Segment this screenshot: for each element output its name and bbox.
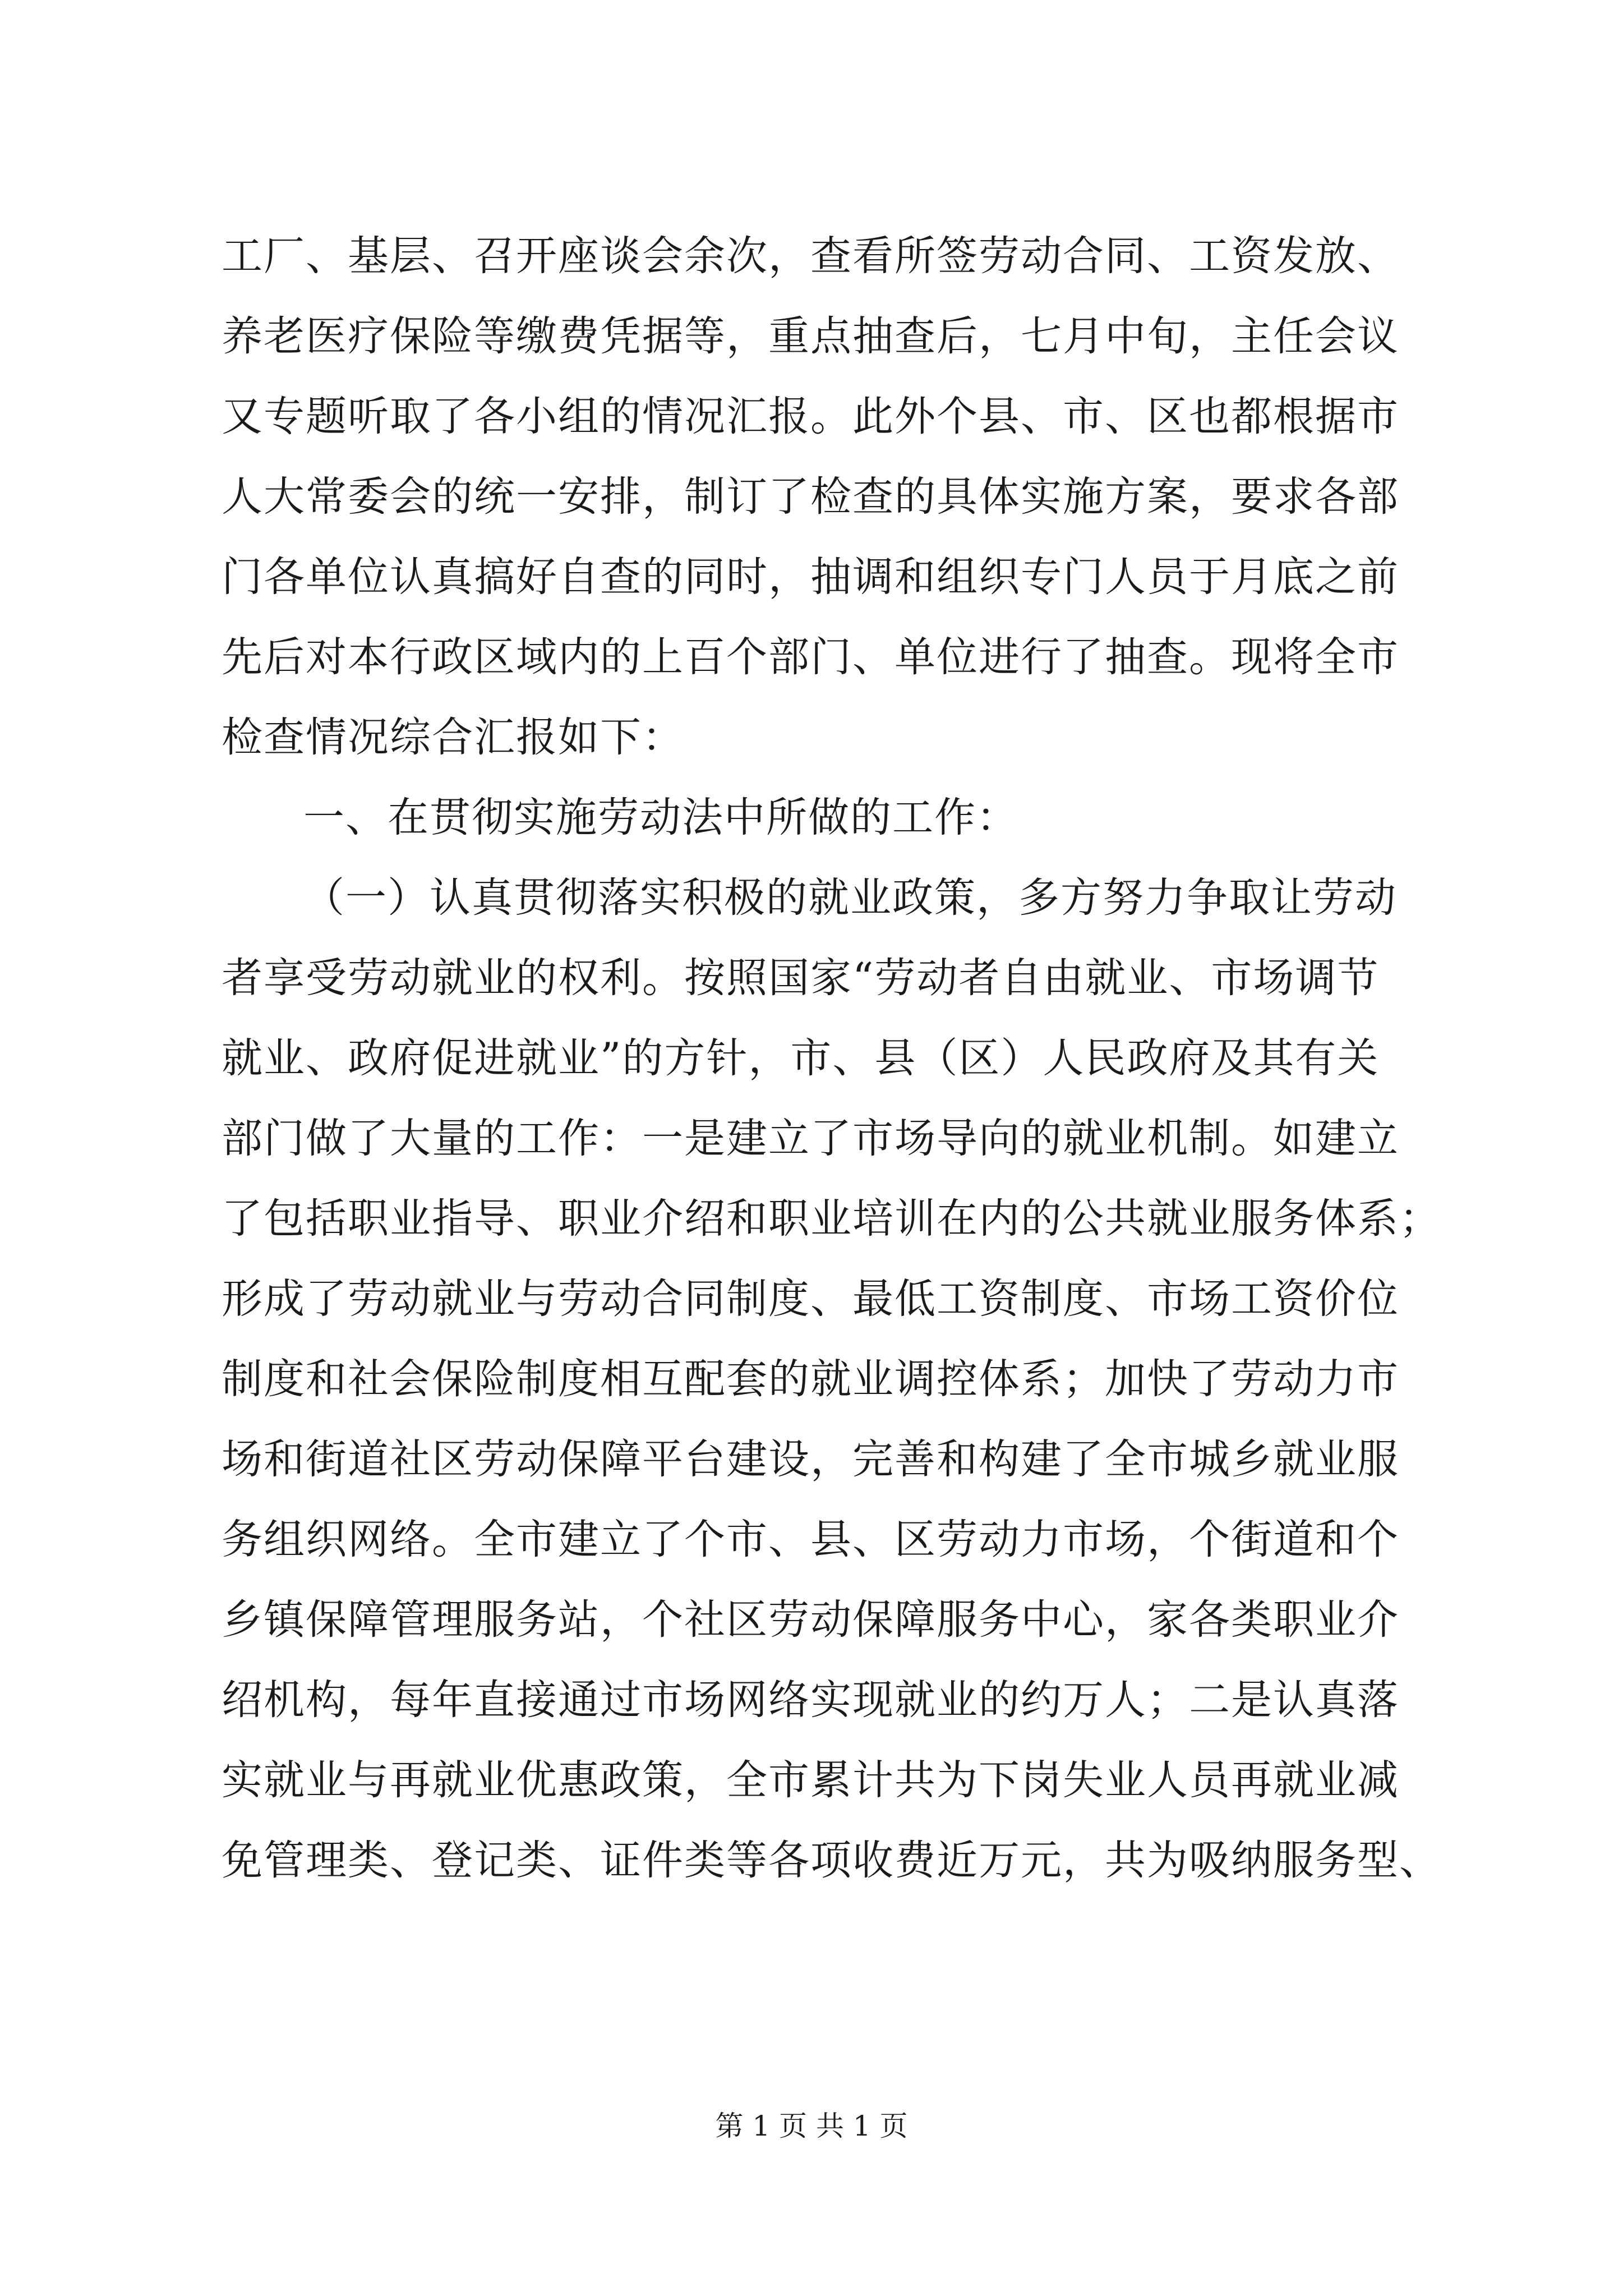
text-line-11: 就业、政府促进就业”的方针，市、县（区）人民政府及其有关: [222, 1034, 1380, 1082]
section-heading-1: 一、在贯彻实施劳动法中所做的工作：: [303, 794, 1018, 841]
text-line-18: 乡镇保障管理服务站，个社区劳动保障服务中心，家各类职业介: [222, 1596, 1399, 1644]
text-line-14: 形成了劳动就业与劳动合同制度、最低工资制度、市场工资价位: [222, 1275, 1399, 1323]
text-line-6: 先后对本行政区域内的上百个部门、单位进行了抽查。现将全市: [222, 633, 1399, 681]
text-line-10: 者享受劳动就业的权利。按照国家“劳动者自由就业、市场调节: [222, 954, 1380, 1002]
page-footer: 第 1 页 共 1 页: [715, 2110, 908, 2142]
text-line-19: 绍机构，每年直接通过市场网络实现就业的约万人；二是认真落: [222, 1676, 1399, 1724]
text-line-21: 免管理类、登记类、证件类等各项收费近万元，共为吸纳服务型、: [222, 1837, 1441, 1884]
text-line-3: 又专题听取了各小组的情况汇报。此外个县、市、区也都根据市: [222, 393, 1399, 440]
text-line-17: 务组织网络。全市建立了个市、县、区劳动力市场，个街道和个: [222, 1516, 1399, 1563]
text-line-1: 工厂、基层、召开座谈会余次，查看所签劳动合同、工资发放、: [222, 232, 1399, 280]
text-line-7: 检查情况综合汇报如下：: [222, 714, 684, 761]
text-line-13: 了包括职业指导、职业介绍和职业培训在内的公共就业服务体系；: [222, 1195, 1441, 1243]
text-line-4: 人大常委会的统一安排，制订了检查的具体实施方案，要求各部: [222, 473, 1399, 521]
text-line-12: 部门做了大量的工作：一是建立了市场导向的就业机制。如建立: [222, 1115, 1399, 1162]
text-line-20: 实就业与再就业优惠政策，全市累计共为下岗失业人员再就业减: [222, 1756, 1399, 1804]
text-line-2: 养老医疗保险等缴费凭据等，重点抽查后，七月中旬，主任会议: [222, 312, 1399, 360]
text-line-5: 门各单位认真搞好自查的同时，抽调和组织专门人员于月底之前: [222, 553, 1399, 601]
text-line-15: 制度和社会保险制度相互配套的就业调控体系；加快了劳动力市: [222, 1355, 1399, 1403]
subsection-heading-1: （一）认真贯彻落实积极的就业政策，多方努力争取让劳动: [303, 874, 1397, 922]
text-line-16: 场和街道社区劳动保障平台建设，完善和构建了全市城乡就业服: [222, 1435, 1399, 1483]
document-body: [222, 216, 1441, 1901]
